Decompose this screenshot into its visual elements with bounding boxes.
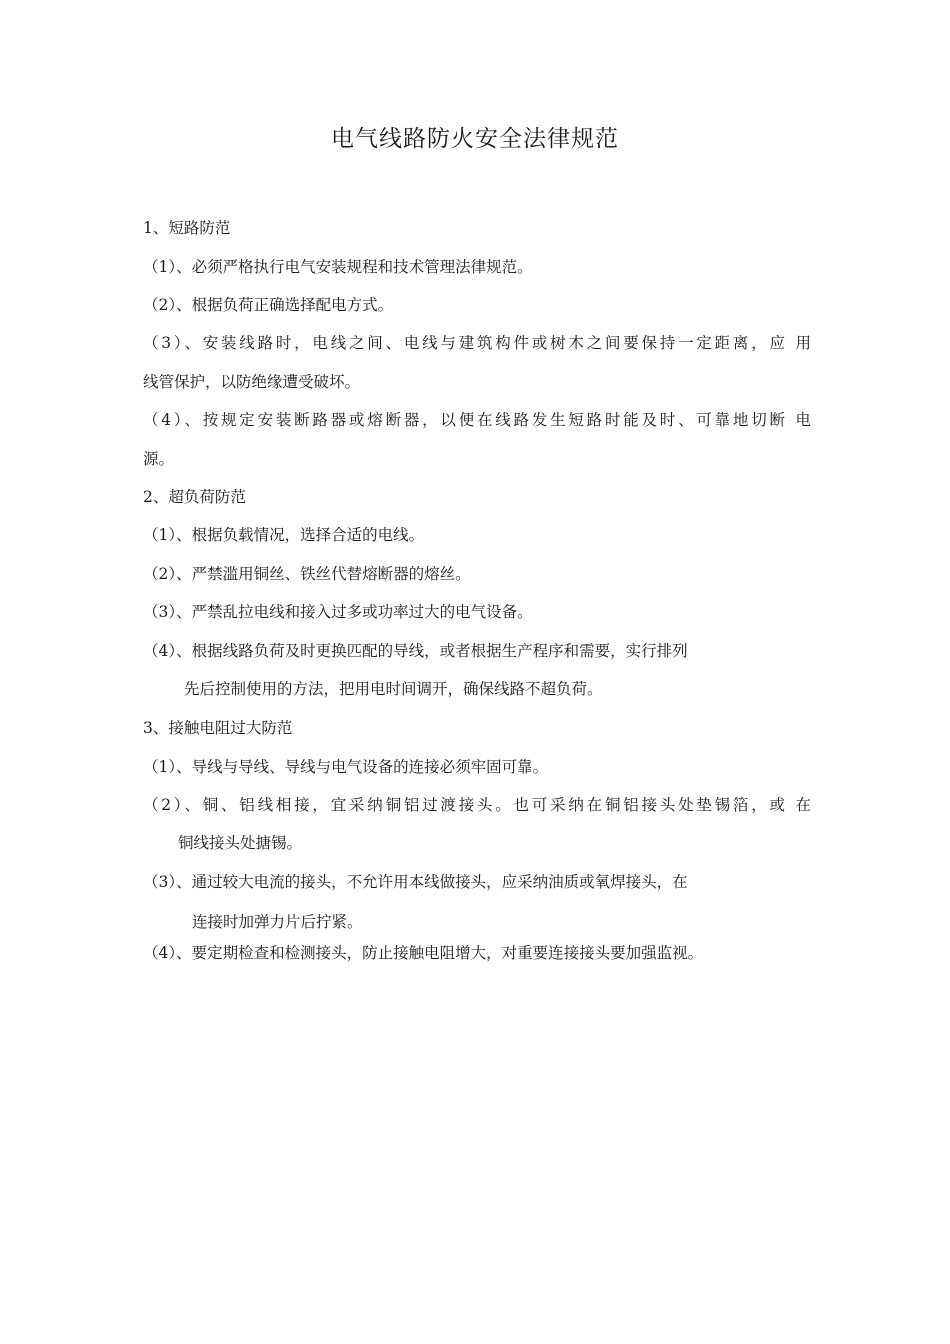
paragraph-line: （4）、根据线路负荷及时更换匹配的导线，或者根据生产程序和需要，实行排列 bbox=[143, 642, 688, 660]
paragraph-line: （2）、铜、铝线相接，宜采纳铜铝过渡接头。也可采纳在铜铝接头处垫锡箔，或 在 bbox=[143, 796, 811, 814]
paragraph-line: （1）、导线与导线、导线与电气设备的连接必须牢固可靠。 bbox=[143, 758, 549, 776]
paragraph-line: （3）、通过较大电流的接头，不允许用本线做接头，应采纳油质或氧焊接头，在 bbox=[143, 873, 688, 891]
paragraph-line: 线管保护，以防绝缘遭受破坏。 bbox=[143, 373, 361, 391]
paragraph-line: 源。 bbox=[143, 450, 175, 468]
paragraph-line: （3）、严禁乱拉电线和接入过多或功率过大的电气设备。 bbox=[143, 603, 533, 621]
section-heading-contact-resistance: 3、接触电阻过大防范 bbox=[143, 719, 293, 737]
paragraph-line: （2）、严禁滥用铜丝、铁丝代替熔断器的熔丝。 bbox=[143, 565, 471, 583]
paragraph-line: （3）、安装线路时，电线之间、电线与建筑构件或树木之间要保持一定距离，应 用 bbox=[143, 334, 811, 352]
paragraph-line: （4）、按规定安装断路器或熔断器，以便在线路发生短路时能及时、可靠地切断 电 bbox=[143, 411, 811, 429]
paragraph-line: （1）、根据负载情况，选择合适的电线。 bbox=[143, 526, 425, 544]
document-title: 电气线路防火安全法律规范 bbox=[331, 126, 619, 152]
paragraph-line: （2）、根据负荷正确选择配电方式。 bbox=[143, 296, 394, 314]
paragraph-line: 铜线接头处搪锡。 bbox=[178, 834, 303, 852]
paragraph-line: 先后控制使用的方法，把用电时间调开，确保线路不超负荷。 bbox=[184, 680, 603, 698]
section-heading-overload: 2、超负荷防范 bbox=[143, 488, 246, 506]
paragraph-line: （1）、必须严格执行电气安装规程和技术管理法律规范。 bbox=[143, 258, 533, 276]
paragraph-line: 连接时加弹力片后拧紧。 bbox=[192, 913, 363, 931]
paragraph-line: （4）、要定期检查和检测接头，防止接触电阻增大，对重要连接接头要加强监视。 bbox=[143, 944, 704, 962]
section-heading-short-circuit: 1、短路防范 bbox=[143, 219, 231, 237]
